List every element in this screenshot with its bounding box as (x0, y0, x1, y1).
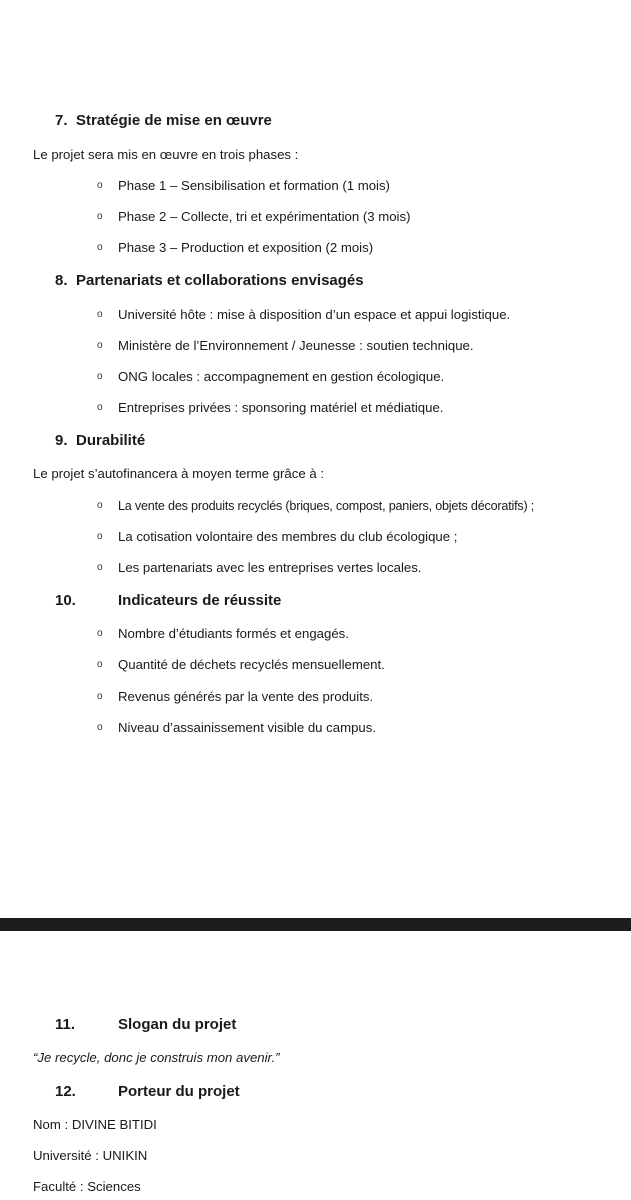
bullet-marker: o (97, 722, 103, 733)
list-item-text: Phase 1 – Sensibilisation et formation (1 mois) (118, 178, 390, 193)
section-number: 10. (55, 592, 76, 609)
section-number: 12. (55, 1083, 76, 1100)
list-item-text: Quantité de déchets recyclés mensuellement. (118, 657, 385, 672)
bullet-marker: o (97, 242, 103, 253)
bullet-marker: o (97, 659, 103, 670)
bullet-marker: o (97, 500, 103, 511)
section-title: Slogan du projet (118, 1016, 237, 1033)
list-item-text: Entreprises privées : sponsoring matériel et médiatique. (118, 400, 444, 415)
list-item-text: Nombre d’étudiants formés et engagés. (118, 626, 349, 641)
section-number: 9. (55, 432, 68, 449)
page-separator (0, 918, 631, 931)
owner-faculty: Faculté : Sciences (33, 1179, 141, 1194)
list-item-text: Phase 3 – Production et exposition (2 mois) (118, 240, 374, 255)
section-number: 8. (55, 272, 68, 289)
section-8-heading (55, 272, 364, 289)
section-number: 7. (55, 112, 68, 129)
bullet-marker: o (97, 180, 103, 191)
document-page-2 (0, 931, 631, 1200)
section-title: Stratégie de mise en œuvre (76, 112, 272, 129)
bullet-marker: o (97, 211, 103, 222)
list-item-text: Revenus générés par la vente des produits. (118, 689, 374, 704)
list-item-text: ONG locales : accompagnement en gestion écologique. (118, 369, 445, 384)
section-title: Porteur du projet (118, 1083, 240, 1100)
bullet-marker: o (97, 531, 103, 542)
section-9-heading (55, 432, 145, 449)
list-item-text: La cotisation volontaire des membres du club écologique ; (118, 529, 458, 544)
bullet-marker: o (97, 402, 103, 413)
bullet-marker: o (97, 628, 103, 639)
bullet-marker: o (97, 371, 103, 382)
owner-name: Nom : DIVINE BITIDI (33, 1117, 157, 1132)
bullet-marker: o (97, 691, 103, 702)
section-7-heading (55, 112, 272, 129)
section-title: Durabilité (76, 432, 146, 449)
section-title: Partenariats et collaborations envisagés (76, 272, 364, 289)
list-item-text: Les partenariats avec les entreprises vertes locales. (118, 560, 422, 575)
section-title: Indicateurs de réussite (118, 592, 282, 609)
list-item-text: La vente des produits recyclés (briques, compost, paniers, objets décoratifs) ; (118, 499, 535, 513)
section-number: 11. (55, 1016, 76, 1033)
project-slogan: “Je recycle, donc je construis mon avenir.” (33, 1050, 280, 1065)
section-9-intro: Le projet s’autofinancera à moyen terme grâce à : (33, 466, 325, 481)
bullet-marker: o (97, 309, 103, 320)
list-item-text: Phase 2 – Collecte, tri et expérimentation (3 mois) (118, 209, 411, 224)
list-item-text: Université hôte : mise à disposition d’un espace et appui logistique. (118, 307, 511, 322)
bullet-marker: o (97, 562, 103, 573)
list-item-text: Niveau d’assainissement visible du campus. (118, 720, 377, 735)
bullet-marker: o (97, 340, 103, 351)
section-7-intro: Le projet sera mis en œuvre en trois phases : (33, 147, 299, 162)
list-item-text: Ministère de l’Environnement / Jeunesse : soutien technique. (118, 338, 474, 353)
owner-university: Université : UNIKIN (33, 1148, 148, 1163)
